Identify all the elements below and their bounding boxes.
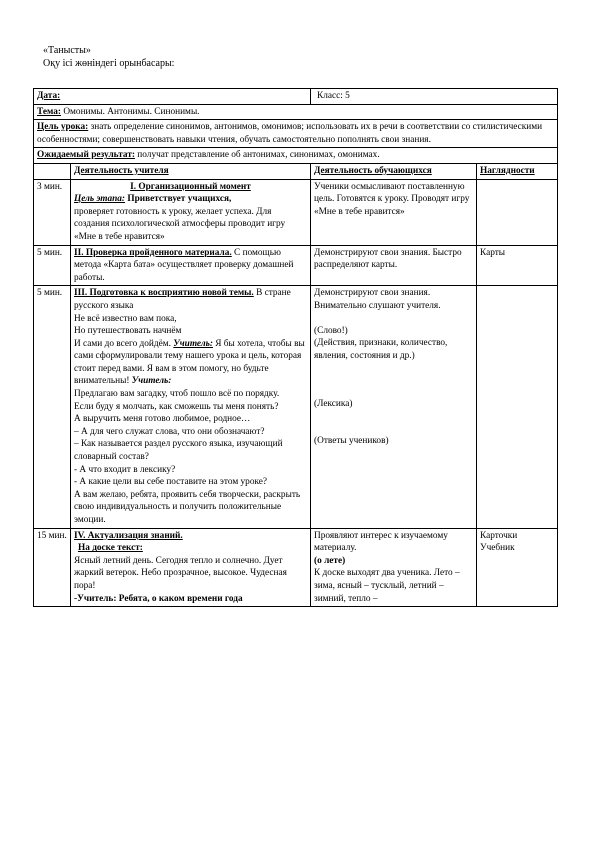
student-line: К доске выходят два ученика. Лето – зима, ясный – тусклый, летний – зимний, тепло –: [314, 568, 460, 604]
teacher-speaker-label: Учитель:: [131, 376, 172, 387]
col-student-header: Деятельность обучающихся: [311, 163, 477, 179]
stage-time: 3 мин.: [34, 179, 71, 245]
result-label: Ожидаемый результат:: [37, 150, 135, 161]
teacher-line: Предлагаю вам загадку, чтоб пошло всё по порядку.: [74, 389, 280, 400]
stage-aids: Карты: [477, 245, 558, 286]
topic-text: Омонимы. Антонимы. Синонимы.: [61, 106, 200, 117]
poem-line: В стране русского языка: [74, 288, 291, 311]
teacher-speaker-label: Учитель:: [173, 338, 213, 349]
deputy-line: Оқу ісі жөніндегі орынбасары:: [43, 58, 175, 69]
col-aids-header: Наглядности: [477, 163, 558, 179]
student-line: (о лете): [314, 555, 346, 566]
student-line: Проявляют интерес к изучаемому материалу.: [314, 530, 448, 554]
result-row: [34, 148, 558, 164]
stage-aids: [477, 179, 558, 245]
student-line: (Действия, признаки, количество, явления, состояния и др.): [314, 338, 448, 361]
stage-aids: [477, 286, 558, 528]
col-teacher-header: Деятельность учителя: [71, 163, 311, 179]
poem-line: Но путешествовать начнём: [74, 326, 182, 337]
stage-row: [34, 245, 558, 286]
teacher-line: – Как называется раздел русского языка, изучающий словарный состав?: [74, 439, 283, 463]
stage-goal-text: Приветствует учащихся,: [125, 194, 232, 205]
lesson-plan-table: [33, 88, 558, 607]
teacher-line: – А для чего служат слова, что они обозначают?: [74, 426, 265, 437]
column-header-row: [34, 163, 558, 179]
poem-line: И сами до всего дойдём.: [74, 338, 171, 349]
board-label: На доске текст:: [78, 543, 143, 554]
stage-teacher-text: С помощью метода «Карта бата» осуществляет проверку домашней работы.: [74, 247, 294, 283]
stage-row: [34, 528, 558, 607]
teacher-speech: Я бы хотела, чтобы вы сами сформулировали тему нашего урока и цель, которая стоит перед вами. Я вам в этом помогу, но будьте внимательны!: [74, 338, 305, 387]
student-line: (Слово!): [314, 325, 348, 336]
student-line: Демонстрируют свои знания. Внимательно слушают учителя.: [314, 288, 441, 311]
stage-row: [34, 286, 558, 528]
stage-teacher-text: проверяет готовность к уроку, желает успеха. Для создания психологической атмосферы проводит игру «Мне в тебе нравится»: [74, 206, 286, 242]
goal-text: знать определение синонимов, антонимов, омонимов; использовать их в речи в соответствии со стилистическими особенностями; совершенствовать навыки чтения, обучать самостоятельно пополнять свои знания.: [37, 122, 543, 145]
stage-goal-label: Цель этапа:: [74, 194, 126, 205]
stage-row: [34, 179, 558, 245]
aid-item: Учебник: [480, 543, 515, 554]
topic-label: Тема:: [37, 106, 61, 117]
teacher-line: - А что входит в лексику?: [74, 464, 176, 475]
board-text: Ясный летний день. Сегодня тепло и солнечно. Дует жаркий ветерок. Небо прозрачное, высокое. Чудесная пора!: [74, 555, 287, 591]
stage-student-text: Демонстрируют свои знания. Быстро распределяют карты.: [311, 245, 477, 286]
stage-time: 5 мин.: [34, 245, 71, 286]
date-row: [34, 89, 558, 105]
stage-time: 5 мин.: [34, 286, 71, 528]
student-line: (Лексика): [314, 399, 353, 410]
class-label: Класс: 5: [317, 91, 350, 101]
topic-row: [34, 104, 558, 120]
stage-title: I. Организационный момент: [130, 181, 251, 192]
stage-time: 15 мин.: [34, 528, 71, 607]
stage-title: III. Подготовка к восприятию новой темы.: [74, 288, 254, 299]
teacher-line: Если буду я молчать, как сможешь ты меня понять?: [74, 401, 279, 412]
approval-header: [43, 44, 174, 70]
stage-student-text: Ученики осмысливают поставленную цель. Готовятся к уроку. Проводят игру «Мне в тебе нравится»: [311, 179, 477, 245]
stage-title: IV. Актуализация знаний.: [74, 530, 183, 541]
poem-line: Не всё известно вам пока,: [74, 313, 177, 324]
student-line: (Ответы учеников): [314, 435, 389, 446]
teacher-line: А выручить меня готово любимое, родное…: [74, 414, 251, 425]
aid-item: Карточки: [480, 530, 518, 541]
goal-row: [34, 120, 558, 148]
teacher-line: - А какие цели вы себе поставите на этом уроке?: [74, 477, 268, 488]
approval-line: «Танысты»: [43, 45, 91, 56]
result-text: получат представление об антонимах, синонимах, омонимах.: [134, 150, 380, 161]
date-label: Дата:: [37, 91, 61, 101]
teacher-line: А вам желаю, ребята, проявить себя творчески, раскрыть свою индивидуальность и получить положительные эмоции.: [74, 489, 301, 525]
teacher-question: -Учитель: Ребята, о каком времени года: [74, 593, 243, 604]
goal-label: Цель урока:: [37, 122, 89, 133]
stage-title: II. Проверка пройденного материала.: [74, 247, 232, 258]
